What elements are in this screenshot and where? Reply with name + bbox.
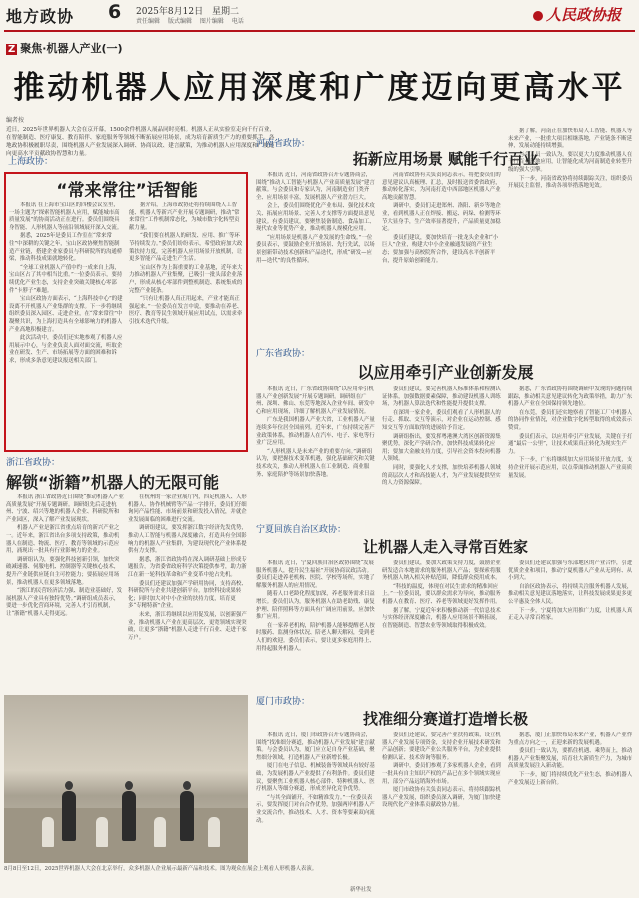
meta-item: 图片编辑 bbox=[199, 18, 224, 25]
paragraph: 本报讯 浙江省政协近日围绕“推动机器人产业高质量发展”开展专题调研。调研组先后走进杭州、宁波、绍兴等地的机器人企业、科研院所和产业园区，深入了解产业发展现状。 bbox=[6, 494, 124, 523]
paragraph: 本报讯 在上海市宝山区的四楼会议室里，一场主题为“探索智能机器人应用，赋能城市高质量发展”的协商活动正在进行。委员们围绕具身智能、人形机器人等前沿领域展开深入交流。 bbox=[9, 202, 123, 231]
kicker-badge: Z bbox=[8, 44, 16, 55]
article-body-xiamen-col2 bbox=[382, 732, 502, 892]
page-headline: 推动机器人应用深度和广度迈向更高水平 bbox=[13, 70, 626, 106]
photo-caption: 8月8日至12日，2025世界机器人大会在北京举行，众多机器人企业展示最新产品和技术。图为观众在展会上观看人形机器人表演。 bbox=[4, 866, 318, 872]
paragraph: 委员们建议，要完善机器人标准体系和检测认证体系，加强数据要素保障，推动建设机器人训练场，为机器人算法迭代和性能提升提供支撑。 bbox=[382, 386, 501, 408]
article-title-guangdong: 以应用牵引产业创新发展 bbox=[357, 363, 534, 382]
paragraph: 下一步，宁夏将加大应用推广力度，让机器人真正走入寻常百姓家。 bbox=[508, 607, 633, 622]
meta-item: 责任编辑 bbox=[136, 18, 161, 25]
article-body-henan-col2 bbox=[382, 172, 502, 340]
paragraph: 下一步，厦门将持续优化产业生态，推动机器人产业发展迈上新台阶。 bbox=[508, 771, 633, 786]
page-number: 6 bbox=[108, 1, 122, 23]
article-body-xiamen-col3 bbox=[508, 732, 635, 892]
paragraph: 调研组建议，要发挥浙江数字经济先发优势，推动人工智能与机器人深度融合，打造具有全国影响力的机器人产业集群，为建设现代化产业体系提供有力支撑。 bbox=[128, 525, 247, 555]
robot-figure bbox=[62, 791, 76, 841]
region-label-xiamen: 厦门市政协： bbox=[256, 697, 311, 707]
masthead bbox=[0, 0, 639, 30]
paragraph: 委员们还建议，要完善产业扶持政策，设立机器人产业发展专项资金，支持企业开展技术研发和产品创新；要建设产业公共服务平台，为企业提供检测认证、技术咨询等服务。 bbox=[382, 732, 501, 761]
region-label-guangdong: 广东省政协： bbox=[256, 349, 311, 359]
paragraph: 调研组指出，要发挥粤港澳大湾区创新资源集聚优势，深化产学研合作，加快科技成果转化应用；要加大金融支持力度，引导社会资本投向机器人领域。 bbox=[382, 433, 501, 463]
paragraph: 调研组认为，要强化科技创新引领，加快突破减速器、伺服电机、控制器等关键核心技术，提升产业链供应链自主可控能力；要拓展应用场景，推动机器人在更多领域落地。 bbox=[6, 556, 120, 586]
paragraph: “浙江的民营经济活力强、制造业基础好，发展机器人产业具有独特优势。”调研组成员表示，要进一步优化营商环境，完善人才引育机制，让“浙籍”机器人走得更远。 bbox=[6, 588, 123, 617]
article-title-shanghai: “常来常往”话智能 bbox=[56, 181, 198, 201]
paragraph: 机器人产业是浙江省重点培育的新兴产业之一。近年来，浙江省出台多项支持政策，推动机器人在制造、物流、医疗、教育等领域的示范应用，涌现出一批具有行业影响力的企业。 bbox=[6, 525, 120, 555]
paragraph: 本报讯 近日，宁夏回族自治区政协围绕“发展服务机器人，提升民生福祉”开展协商议政活动。委员们走进养老机构、医院、学校等场所，实地了解服务机器人的应用情况。 bbox=[256, 560, 375, 589]
paragraph: 厦门在电子信息、机械装备等领域具有较好基础，为发展机器人产业提供了有利条件。委员们建议，要聚焦工业机器人核心部件、特种机器人、医疗机器人等细分赛道，形成差异化竞争优势。 bbox=[256, 763, 375, 793]
paragraph: 据悉，2025年是委员工作室在“常来常往”中深耕的关键之年，宝山区政协聚焦智能制造产业链，搭建企业家委员与科研院所的沟通桥梁，推动科技成果就地转化。 bbox=[9, 233, 123, 263]
article-title-zhejiang: 解锁“浙籍”机器人的无限可能 bbox=[6, 473, 220, 492]
paragraph: “只有让机器人真正用起来，产业才能真正强起来。”一位委员在发言中说，要推动在养老、医疗、教育等民生领域开展应用试点，以需求牵引技术迭代升级。 bbox=[129, 296, 243, 325]
paragraph: 本报讯 近日，广东省政协围绕“以应用牵引机器人产业创新发展”开展专题调研。调研组在广州、深圳、佛山、东莞等地深入企业车间、研发中心和应用现场，详细了解机器人产业发展情况。 bbox=[256, 386, 375, 415]
paragraph: 下一步，河南省政协将持续跟踪关注，组织委员开展民主监督，推动各项举措落地见效。 bbox=[508, 175, 633, 190]
kicker-text: 聚焦·机器人产业(一) bbox=[20, 42, 123, 55]
paragraph: 委员们建议，要加大政策支持力度，鼓励企业研发适合本地需求的服务机器人产品；要探索将服务机器人纳入相关补贴范围，降低群众使用成本。 bbox=[382, 560, 501, 582]
person-figure bbox=[154, 817, 166, 847]
paragraph: 委员们还建议加强与东部地区的产业合作，引进优质企业和项目，推动宁夏机器人产业从无到有、从小到大。 bbox=[508, 560, 633, 582]
paragraph: 随着人口老龄化程度加深，养老服务需求日益增长。委员们认为，服务机器人在助老助残、康复护理、陪伴照料等方面具有广阔应用前景，应加快推广应用。 bbox=[256, 591, 375, 621]
article-title-henan: 拓新应用场景 赋能千行百业 bbox=[352, 150, 539, 168]
weekday: 星期二 bbox=[211, 7, 239, 17]
paragraph: 据了解，宁夏近年来积极推动新一代信息技术与实体经济深度融合，机器人应用场景不断拓展，在智能制造、智慧农业等领域取得积极成效。 bbox=[382, 607, 501, 629]
paragraph: 下一步，广东将继续加大应用场景开放力度，支持企业开展示范应用，以点带面推动机器人产业高质量发展。 bbox=[508, 457, 633, 479]
paragraph: 河南省政协有关负责同志表示，将把委员们的意见建议认真梳理、汇总，及时报送省委省政府，推动转化落实，为河南打造中西部地区机器人产业高地贡献智慧。 bbox=[382, 172, 501, 201]
paragraph: 此次活动中，委员们还实地参观了机器人应用展示中心，与企业负责人面对面交流，听取企业在研发、生产、市场拓展等方面的困难和诉求，形成多条意见建议报送相关部门。 bbox=[9, 335, 123, 364]
article-body-shanghai-col1 bbox=[9, 202, 124, 446]
editor-credits bbox=[136, 16, 250, 25]
robot-figure bbox=[122, 791, 136, 841]
paragraph: 据了解，河南正在加快布局人工智能、机器人等未来产业，一批重大项目相继落地，产业链条不断延伸，发展动能持续增强。 bbox=[508, 128, 633, 150]
paragraph: 据悉，厦门正加快布局未来产业，机器人产业作为重点方向之一，正迎来新的发展机遇。 bbox=[508, 732, 633, 746]
article-body-shanghai-col2 bbox=[129, 202, 244, 446]
paragraph: “与其全面铺开，不如精准发力。”一位委员表示，要发挥厦门对台合作优势，加强两岸机器人产业交流合作，推动技术、人才、资本等要素双向流动。 bbox=[256, 794, 375, 824]
region-label-shanghai: 上海政协： bbox=[8, 157, 54, 167]
paragraph: 与会人员一致认为，要以更大力度推动机器人在千行百业落地应用，让智能化成为河南制造业转型升级的强大引擎。 bbox=[508, 151, 633, 173]
region-label-henan: 河南省政协： bbox=[256, 139, 311, 149]
seal-icon bbox=[533, 11, 543, 21]
paragraph: 同时，要强化人才支撑，加快培养机器人领域的高层次人才和高技能人才，为产业发展提供坚实的人力资源保障。 bbox=[382, 464, 501, 487]
paragraph: 广东是我国机器人产业大省，工业机器人产量连续多年位居全国前列。近年来，广东持续完善产业政策体系，推动机器人在汽车、电子、家电等行业广泛应用。 bbox=[256, 417, 375, 447]
paragraph: 本报讯 近日，河南省政协召开专题协商会，围绕“推动人工智能与机器人产业高质量发展”建言献策。与会委员和专家认为，河南制造业门类齐全、应用场景丰富，发展机器人产业潜力巨大。 bbox=[256, 172, 375, 201]
paragraph: 在杭州的一家企业展厅内，四足机器人、人形机器人、协作机械臂等产品一字排开，委员们仔细询问产品性能、市场前景和研发投入情况，并就企业发展面临的困难进行交流。 bbox=[128, 494, 247, 523]
paragraph: 据悉，浙江省政协将在深入调研基础上形成专题报告，为省委省政府科学决策提供参考，助力浙江在新一轮科技革命和产业变革中抢占先机。 bbox=[128, 556, 247, 578]
article-title-ningxia: 让机器人走入寻常百姓家 bbox=[362, 538, 528, 556]
robot-figure bbox=[180, 791, 194, 841]
article-body-xiamen-col1 bbox=[256, 732, 376, 892]
paragraph: 宝山区政协方面表示，“上海科技中心”的建设离不开机器人产业集群的支撑。下一步将继续组织委员深入园区、走进企业，在“常来常往”中凝聚共识，为上海打造具有全球影响力的机器人产业高地积极建言。 bbox=[9, 296, 123, 333]
paragraph: “科技的温度，体现在对民生需求的精准回应上。”一位委员说，要以群众需求为导向，推动服务机器人在教育、医疗、养老等领域更好发挥作用。 bbox=[382, 583, 501, 605]
paragraph: 本报讯 近日，厦门市政协召开专题协商会，围绕“找准细分赛道，推动机器人产业发展”建言献策。与会委员认为，厦门应立足自身产业基础，聚焦细分领域，打造机器人产业新增长极。 bbox=[256, 732, 375, 761]
article-body-ningxia-col2 bbox=[382, 560, 502, 688]
section-name: 地方政协 bbox=[6, 7, 75, 26]
meta-item: 版式编辑 bbox=[167, 18, 192, 25]
paragraph: 会上，委员们围绕优化产业布局、强化技术攻关、拓展应用场景、完善人才支撑等方面提出意见建议。有委员建议，要聚焦装备制造、食品加工、现代农业等优势产业，推动机器人规模化应用。 bbox=[256, 203, 375, 233]
paragraph: 宝山区作为上海重要的工业基地，近年来大力推动机器人产业集聚，已吸引一批头部企业落户，形成从核心零部件到整机制造、系统集成的完整产业链条。 bbox=[129, 264, 243, 294]
newspaper-logo bbox=[533, 4, 621, 25]
editor-note: 近日，2025年世界机器人大会在京开幕，1500余件机器人展品同时亮相。机器人正从实验室走向千行百业，在智能制造、医疗康复、教育陪伴、家庭服务等领域不断拓展应用场景，成为培育新质生产力的重要抓手。各地政协积极履职尽责，围绕机器人产业发展深入调研、协商议政、建言献策，为推动机器人应用深度和广度迈向更高水平贡献政协智慧和力量。 bbox=[6, 127, 276, 157]
paragraph: “应用场景是机器人产业发展的生命线。”一位委员表示，要鼓励企业开放场景、先行先试，以场景创新带动技术创新和产品迭代，形成“研发—应用—迭代”的良性循环。 bbox=[256, 234, 375, 264]
masthead-rule bbox=[4, 30, 635, 32]
paragraph: 在深圳一家企业，委员们观看了人形机器人的行走、抓取、交互等演示，对企业在运动控制、感知交互等方面取得的进展给予肯定。 bbox=[382, 409, 501, 431]
paragraph: 自治区政协表示，将持续关注服务机器人发展，推动相关意见建议落地落实，让科技发展成果更多更公平惠及全体人民。 bbox=[508, 583, 633, 605]
editor-note-label: 编者按 bbox=[6, 117, 25, 124]
paragraph: “全球工业机器人产值中约一成来自上海，宝山区占了其中相当比重。”一位委员表示，要持续优化产业生态，支持企业突破关键核心零部件“卡脖子”难题。 bbox=[9, 264, 123, 294]
logo-text: 人民政协报 bbox=[545, 6, 621, 24]
article-body-guangdong-col2 bbox=[382, 386, 502, 516]
paragraph: 调研中，委员们走进郑州、洛阳、新乡等地企业，看到机器人正在焊接、搬运、码垛、检测等环节大显身手，生产效率显著提升，产品质量更加稳定。 bbox=[382, 203, 501, 233]
article-body-guangdong-col3 bbox=[508, 386, 635, 516]
news-photo bbox=[4, 695, 248, 863]
person-figure bbox=[42, 817, 54, 847]
region-label-ningxia: 宁夏回族自治区政协： bbox=[256, 525, 347, 535]
paragraph: 委员们表示，以应用牵引产业发展，关键在于打通“最后一公里”，让技术成果真正转化为现实生产力。 bbox=[508, 433, 633, 455]
paragraph: 调研中，委员们参观了多家机器人企业，看到一批具有自主知识产权的产品已在多个领域实现应用，部分产品远销海外市场。 bbox=[382, 763, 501, 785]
article-body-ningxia-col1 bbox=[256, 560, 376, 688]
paragraph: “我们要在机器人的研发、应用、推广等环节持续发力。”委员们纷纷表示，希望政府加大政策扶持力度，完善机器人应用场景开放机制，让更多智能产品走进生产生活。 bbox=[129, 233, 243, 263]
date: 2025年8月12日 bbox=[136, 7, 204, 17]
paragraph: 在一家养老机构，陪护机器人能够提醒老人按时服药、监测身体状况、陪老人聊天解闷，受到老人们的欢迎。委员们表示，要让更多家庭用得上、用得起服务机器人。 bbox=[256, 622, 375, 652]
paragraph: 据悉，广东省政协将围绕调研中发现的问题持续跟踪，推动相关意见建议转化为政策举措，助力广东机器人产业在全国保持领先地位。 bbox=[508, 386, 633, 408]
paragraph: 委员们一致认为，要抓住机遇、乘势而上，推动机器人产业集聚发展，培育壮大新质生产力，为城市高质量发展注入新动能。 bbox=[508, 748, 633, 770]
article-body-zhejiang-col1 bbox=[6, 494, 124, 690]
feature-kicker bbox=[6, 40, 123, 56]
article-body-ningxia-col3 bbox=[508, 560, 635, 688]
person-figure bbox=[208, 817, 220, 847]
paragraph: 据介绍，上海市政协还将持续围绕人工智能、机器人等新兴产业开展专题调研，推动“常来常往”工作机制常态化，为城市数字化转型贡献力量。 bbox=[129, 202, 240, 231]
article-body-zhejiang-col2 bbox=[128, 494, 248, 690]
article-body-henan-col1 bbox=[256, 172, 376, 340]
paragraph: 委员们还建议加强产学研用协同，支持高校、科研院所与企业共建创新平台，加快科技成果转化；同时加大对中小企业的扶持力度，培育更多“专精特新”企业。 bbox=[128, 580, 247, 610]
paragraph: 未来，浙江将继续以应用促发展，以创新强产业，推动机器人产业在更高层次、更宽领域实现突破，让更多“浙籍”机器人走进千行百业、走进千家万户。 bbox=[128, 611, 247, 641]
paragraph: 委员们建议，要加快培育一批龙头企业和“小巨人”企业，构建大中小企业融通发展的产业生态；要加强与高校院所合作，建设高水平创新平台，提升原始创新能力。 bbox=[382, 234, 499, 264]
paragraph: “人形机器人是未来产业的重要方向。”调研组认为，要把握技术变革机遇，强化基础研究和关键技术攻关，推动人形机器人在工业制造、商业服务、家庭陪护等场景加快落地。 bbox=[256, 448, 375, 478]
person-figure bbox=[96, 817, 108, 847]
article-title-xiamen: 找准细分赛道打造增长极 bbox=[362, 710, 528, 728]
article-body-guangdong-col1 bbox=[256, 386, 376, 516]
paragraph: 厦门市政协有关负责同志表示，将持续跟踪机器人产业发展，组织委员深入调研，为厦门加快建设现代化产业体系贡献政协力量。 bbox=[382, 787, 501, 809]
paragraph: 在东莞，委员们还实地察看了智能工厂中机器人的协同作业情况，对企业数字化转型取得的成效表示赞赏。 bbox=[508, 409, 633, 431]
region-label-zhejiang: 浙江省政协： bbox=[6, 458, 61, 468]
meta-item: 电话 bbox=[231, 18, 244, 25]
article-body-henan-col3 bbox=[508, 128, 635, 340]
photo-credit: 新华社发 bbox=[350, 887, 372, 893]
